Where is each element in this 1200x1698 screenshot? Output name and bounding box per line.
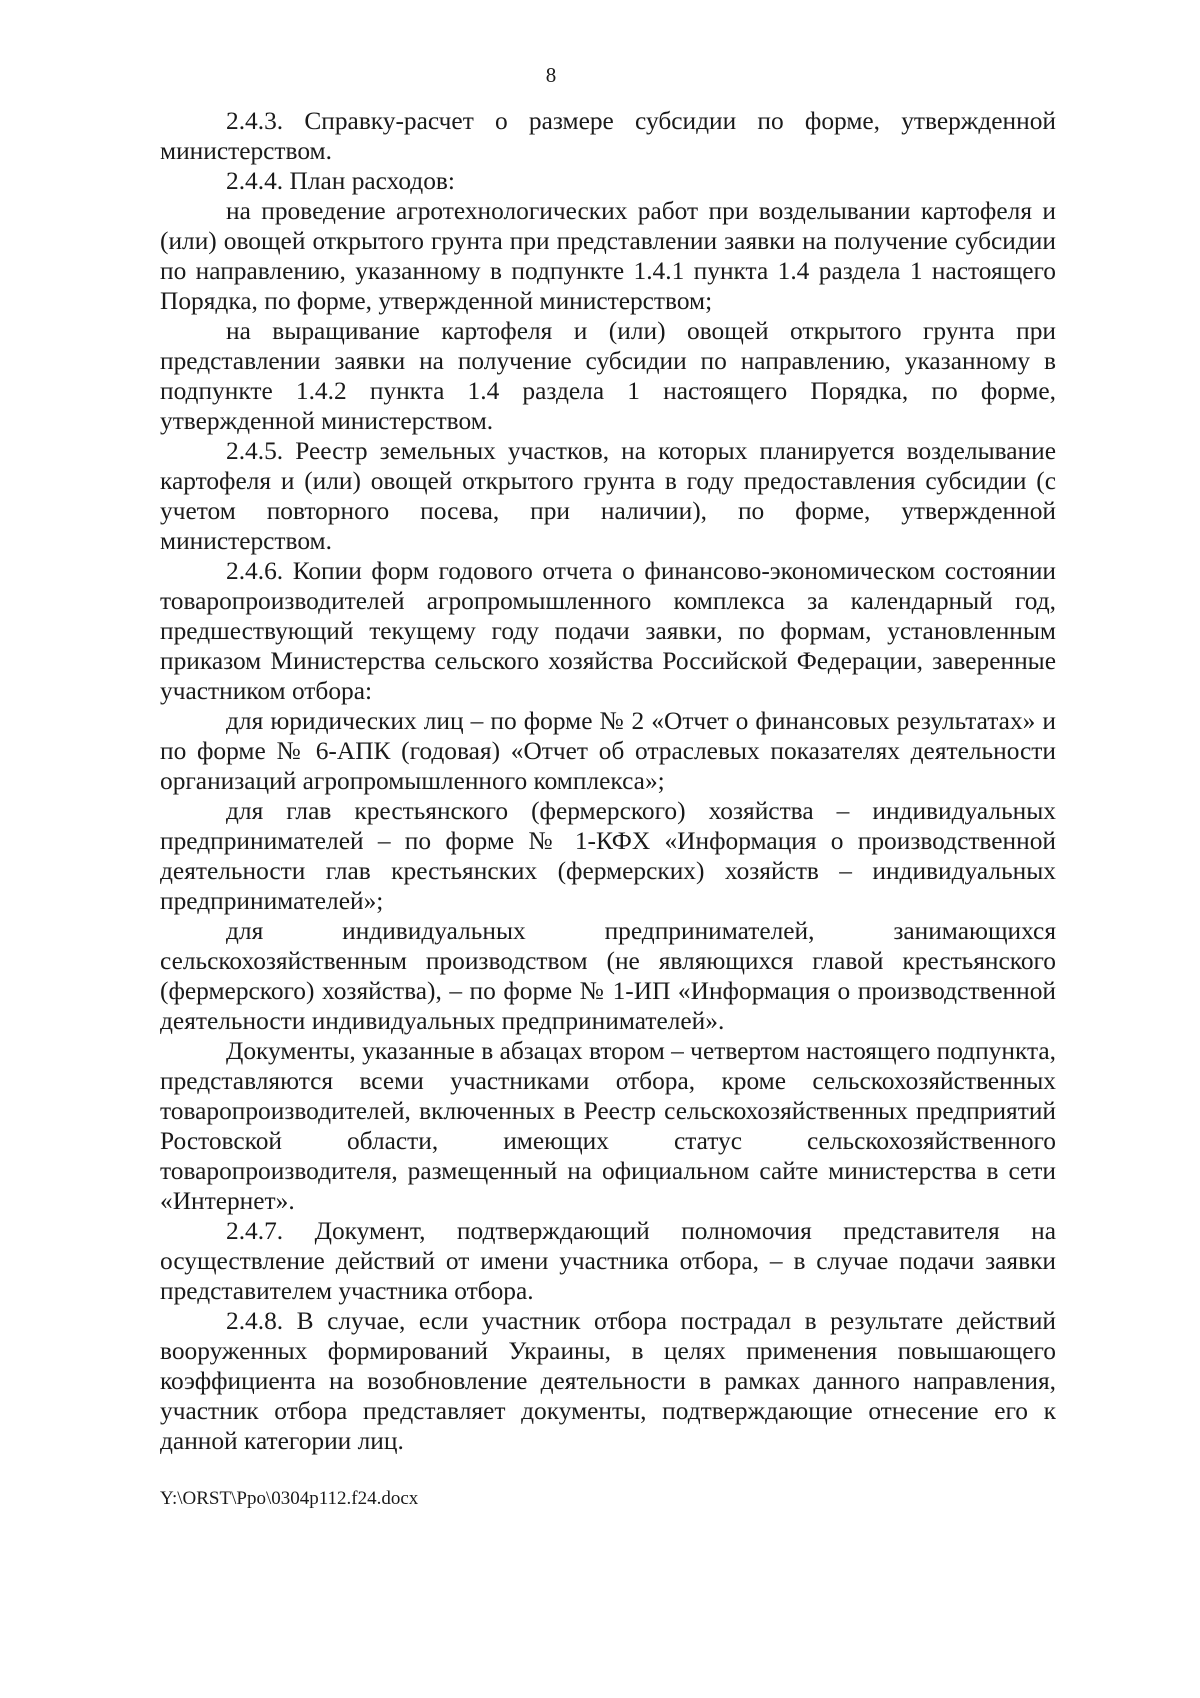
paragraph-2-4-4-agrotech: на проведение агротехнологических работ при возделывании картофеля и (или) овощей открытого грунта при представлении заявки на получение субсидии по направлению, указанному в подпункте 1.4.1 пункта 1.4 раздела 1 настоящего Порядка, по форме, утвержденной министерством; [160,197,1056,315]
paragraph-2-4-6-individual-entrepreneurs: для индивидуальных предпринимателей, занимающихся сельскохозяйственным производством (не являющихся главой крестьянского (фермерского) хозяйства), – по форме № 1-ИП «Информация о производственной деятельности индивидуальных предпринимателей». [160,917,1056,1035]
document-body [160,106,1056,1456]
paragraph-2-4-6: 2.4.6. Копии форм годового отчета о финансово-экономическом состоянии товаропроизводителей агропромышленного комплекса за календарный год, предшествующий текущему году подачи заявки, по формам, установленным приказом Министерства сельского хозяйства Российской Федерации, заверенные участником отбора: [160,557,1056,705]
paragraph-2-4-8: 2.4.8. В случае, если участник отбора пострадал в результате действий вооруженных формирований Украины, в целях применения повышающего коэффициента на возобновление деятельности в рамках данного направления, участник отбора представляет документы, подтверждающие отнесение его к данной категории лиц. [160,1307,1056,1455]
paragraph-2-4-6-kfh-heads: для глав крестьянского (фермерского) хозяйства – индивидуальных предпринимателей – по форме № 1-КФХ «Информация о производственной деятельности глав крестьянских (фермерских) хозяйств – индивидуальных предпринимателей»; [160,797,1056,915]
paragraph-2-4-3: 2.4.3. Справку-расчет о размере субсидии по форме, утвержденной министерством. [160,107,1056,165]
paragraph-2-4-5: 2.4.5. Реестр земельных участков, на которых планируется возделывание картофеля и (или) овощей открытого грунта в году предоставления субсидии (с учетом повторного посева, при наличии), по форме, утвержденной министерством. [160,437,1056,555]
paragraph-2-4-7: 2.4.7. Документ, подтверждающий полномочия представителя на осуществление действий от имени участника отбора, – в случае подачи заявки представителем участника отбора. [160,1217,1056,1305]
paragraph-2-4-4-growing: на выращивание картофеля и (или) овощей открытого грунта при представлении заявки на получение субсидии по направлению, указанному в подпункте 1.4.2 пункта 1.4 раздела 1 настоящего Порядка, по форме, утвержденной министерством. [160,317,1056,435]
paragraph-2-4-4: 2.4.4. План расходов: [226,167,455,195]
footer-file-path: Y:\ORST\Ppo\0304p112.f24.docx [160,1488,419,1509]
page-number: 8 [545,63,557,87]
paragraph-2-4-6-legal-entities: для юридических лиц – по форме № 2 «Отчет о финансовых результатах» и по форме № 6-АПК (годовая) «Отчет об отраслевых показателях деятельности организаций агропромышленного комплекса»; [160,707,1056,795]
paragraph-2-4-6-documents-note: Документы, указанные в абзацах втором – четвертом настоящего подпункта, представляются всеми участниками отбора, кроме сельскохозяйственных товаропроизводителей, включенных в Реестр сельскохозяйственных предприятий Ростовской области, имеющих статус сельскохозяйственного товаропроизводителя, размещенный на официальном сайте министерства в сети «Интернет». [160,1037,1056,1215]
